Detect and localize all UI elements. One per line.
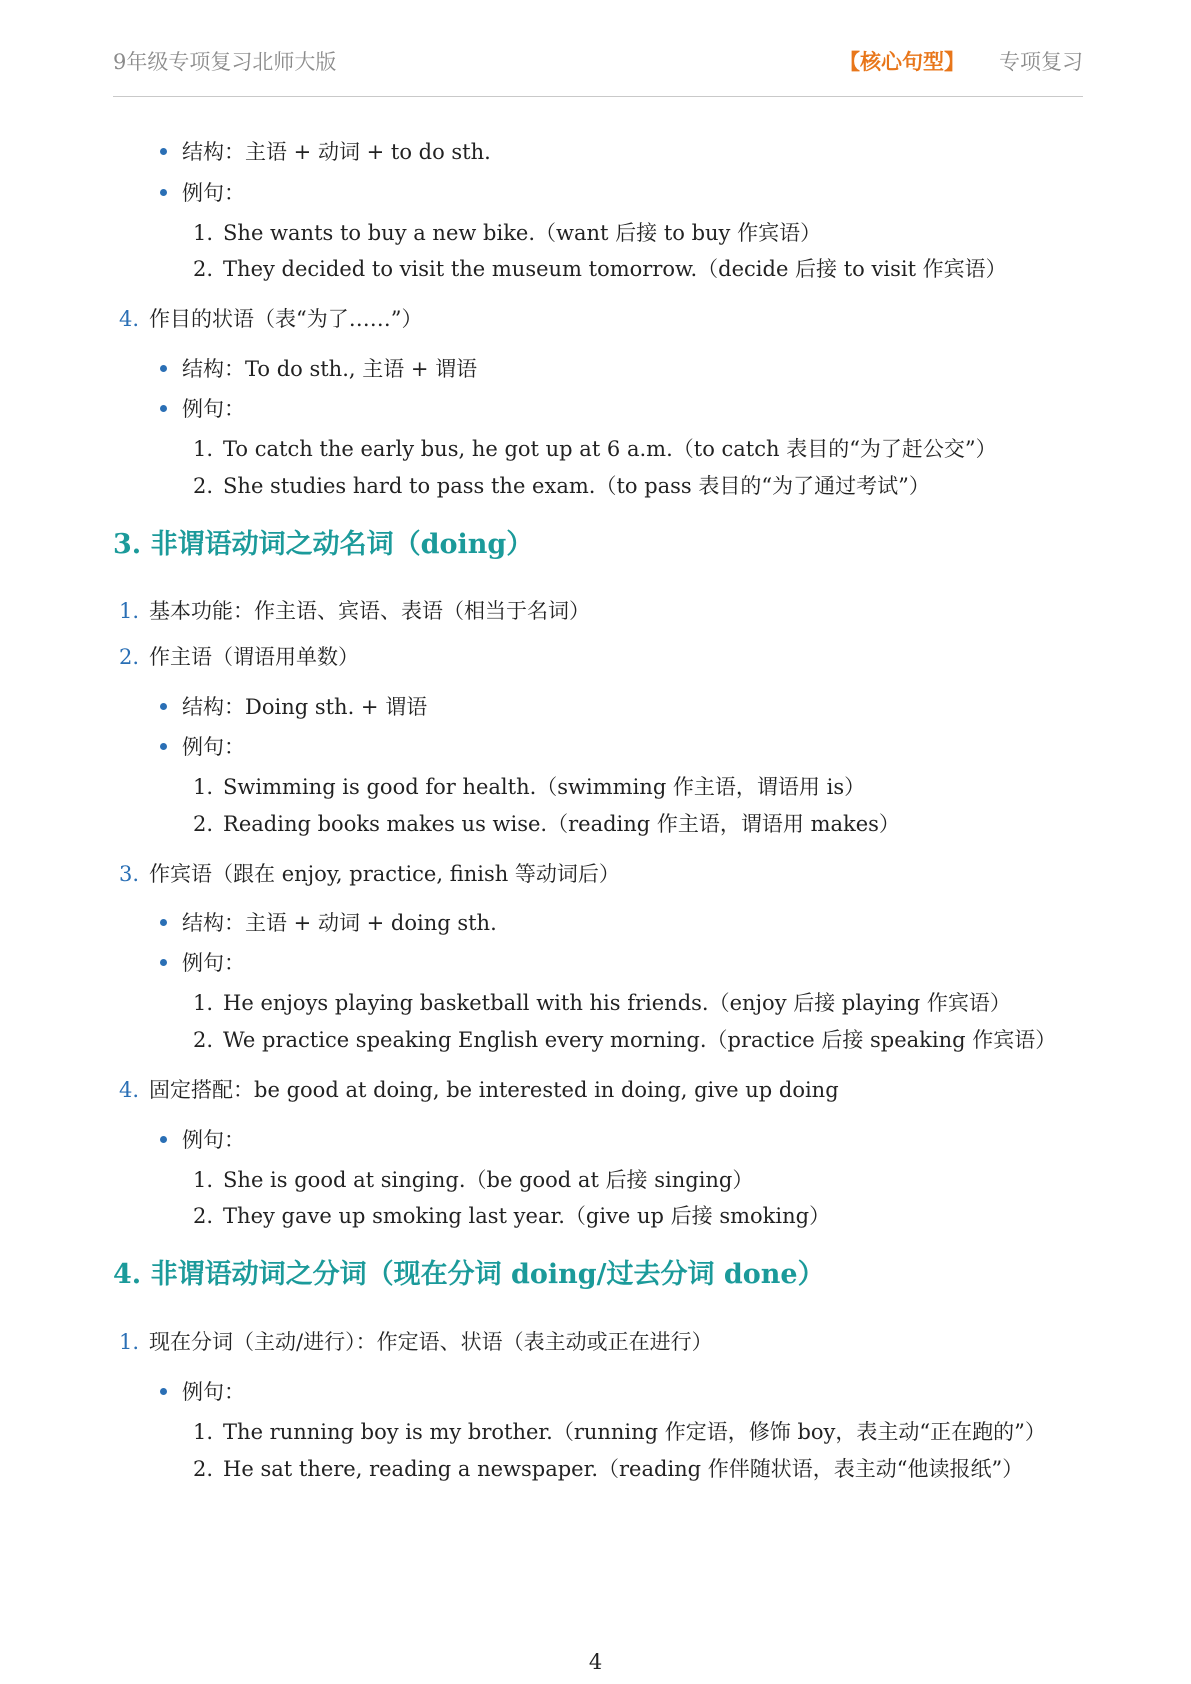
example-sentence bbox=[193, 472, 930, 500]
example-sentence bbox=[193, 219, 821, 247]
line-text: 例句： bbox=[182, 951, 245, 975]
bullet-dot-icon bbox=[160, 365, 167, 372]
example-sentence bbox=[193, 989, 1011, 1017]
line-text: 例句： bbox=[182, 735, 245, 759]
example-sentence bbox=[193, 1202, 830, 1230]
bullet-item bbox=[160, 1378, 245, 1406]
example-number: 1. bbox=[193, 437, 214, 461]
example-number: 2. bbox=[193, 812, 214, 836]
bullet-item bbox=[160, 693, 427, 721]
example-number: 1. bbox=[193, 775, 214, 799]
example-number: 2. bbox=[193, 257, 214, 281]
bullet-dot-icon bbox=[160, 189, 167, 196]
bullet-item bbox=[160, 138, 491, 166]
bullet-dot-icon bbox=[160, 1136, 167, 1143]
example-sentence bbox=[193, 1455, 1023, 1483]
line-text: He enjoys playing basketball with his friends.（enjoy 后接 playing 作宾语） bbox=[223, 991, 1011, 1015]
example-sentence bbox=[193, 1166, 753, 1194]
bullet-item bbox=[160, 733, 245, 761]
numbered-item bbox=[119, 1328, 713, 1356]
bullet-dot-icon bbox=[160, 148, 167, 155]
line-text: 基本功能：作主语、宾语、表语（相当于名词） bbox=[149, 599, 591, 623]
bullet-dot-icon bbox=[160, 405, 167, 412]
example-number: 1. bbox=[193, 1168, 214, 1192]
bullet-item bbox=[160, 355, 477, 383]
example-number: 1. bbox=[193, 1420, 214, 1444]
line-text: 作主语（谓语用单数） bbox=[149, 645, 360, 669]
line-text: 结构：Doing sth. + 谓语 bbox=[182, 695, 428, 719]
line-text: To catch the early bus, he got up at 6 a.m.（to catch 表目的“为了赶公交”） bbox=[223, 437, 997, 461]
example-number: 1. bbox=[193, 991, 214, 1015]
item-number: 3. bbox=[119, 862, 140, 886]
line-text: We practice speaking English every morning.（practice 后接 speaking 作宾语） bbox=[223, 1028, 1057, 1052]
line-text: 现在分词（主动/进行）：作定语、状语（表主动或正在进行） bbox=[149, 1330, 713, 1354]
item-number: 4. bbox=[119, 307, 140, 331]
line-text: She wants to buy a new bike.（want 后接 to buy 作宾语） bbox=[223, 221, 822, 245]
line-text: 例句： bbox=[182, 1128, 245, 1152]
example-number: 2. bbox=[193, 1457, 214, 1481]
bullet-dot-icon bbox=[160, 919, 167, 926]
numbered-item bbox=[119, 860, 620, 888]
bullet-item bbox=[160, 909, 497, 937]
example-number: 1. bbox=[193, 221, 214, 245]
example-sentence bbox=[193, 255, 1007, 283]
bullet-dot-icon bbox=[160, 743, 167, 750]
section-heading: 4. 非谓语动词之分词（现在分词 doing/过去分词 done） bbox=[113, 1259, 825, 1290]
item-number: 2. bbox=[119, 645, 140, 669]
line-text: They decided to visit the museum tomorrow.（decide 后接 to visit 作宾语） bbox=[223, 257, 1007, 281]
numbered-item bbox=[119, 597, 590, 625]
page-number: 4 bbox=[588, 1650, 603, 1674]
section-heading: 3. 非谓语动词之动名词（doing） bbox=[113, 529, 534, 560]
page-header bbox=[113, 46, 1083, 97]
line-text: 例句： bbox=[182, 397, 245, 421]
line-text: 结构：主语 + 动词 + doing sth. bbox=[182, 911, 497, 935]
example-sentence bbox=[193, 810, 900, 838]
line-text: He sat there, reading a newspaper.（reading 作伴随状语，表主动“他读报纸”） bbox=[223, 1457, 1024, 1481]
example-number: 2. bbox=[193, 474, 214, 498]
example-sentence bbox=[193, 773, 865, 801]
line-text: The running boy is my brother.（running 作定语，修饰 boy，表主动“正在跑的”） bbox=[223, 1420, 1046, 1444]
line-text: 例句： bbox=[182, 1380, 245, 1404]
line-text: 结构：主语 + 动词 + to do sth. bbox=[182, 140, 491, 164]
example-sentence bbox=[193, 1418, 1046, 1446]
header-section: 专项复习 bbox=[999, 50, 1083, 74]
numbered-item bbox=[119, 643, 359, 671]
example-sentence bbox=[193, 435, 997, 463]
item-number: 1. bbox=[119, 599, 140, 623]
example-number: 2. bbox=[193, 1204, 214, 1228]
item-number: 4. bbox=[119, 1078, 140, 1102]
line-text: 结构：To do sth., 主语 + 谓语 bbox=[182, 357, 478, 381]
numbered-item bbox=[119, 1076, 839, 1104]
example-sentence bbox=[193, 1026, 1056, 1054]
example-number: 2. bbox=[193, 1028, 214, 1052]
line-text: 作目的状语（表“为了……”） bbox=[149, 307, 423, 331]
line-text: Swimming is good for health.（swimming 作主语，谓语用 is） bbox=[223, 775, 866, 799]
bullet-dot-icon bbox=[160, 959, 167, 966]
bullet-dot-icon bbox=[160, 1388, 167, 1395]
bullet-dot-icon bbox=[160, 703, 167, 710]
bullet-item bbox=[160, 395, 245, 423]
item-number: 1. bbox=[119, 1330, 140, 1354]
line-text: 固定搭配：be good at doing, be interested in doing, give up doing bbox=[149, 1078, 839, 1102]
bullet-item bbox=[160, 949, 245, 977]
line-text: She studies hard to pass the exam.（to pass 表目的“为了通过考试”） bbox=[223, 474, 930, 498]
line-text: 作宾语（跟在 enjoy, practice, finish 等动词后） bbox=[149, 862, 620, 886]
line-text: 例句： bbox=[182, 181, 245, 205]
line-text: She is good at singing.（be good at 后接 singing） bbox=[223, 1168, 754, 1192]
line-text: Reading books makes us wise.（reading 作主语，谓语用 makes） bbox=[223, 812, 900, 836]
line-text: They gave up smoking last year.（give up 后接 smoking） bbox=[223, 1204, 831, 1228]
numbered-item bbox=[119, 305, 423, 333]
bullet-item bbox=[160, 179, 245, 207]
header-title: 9年级专项复习北师大版 bbox=[113, 50, 337, 74]
bullet-item bbox=[160, 1126, 245, 1154]
header-tag: 【核心句型】 bbox=[839, 49, 965, 74]
